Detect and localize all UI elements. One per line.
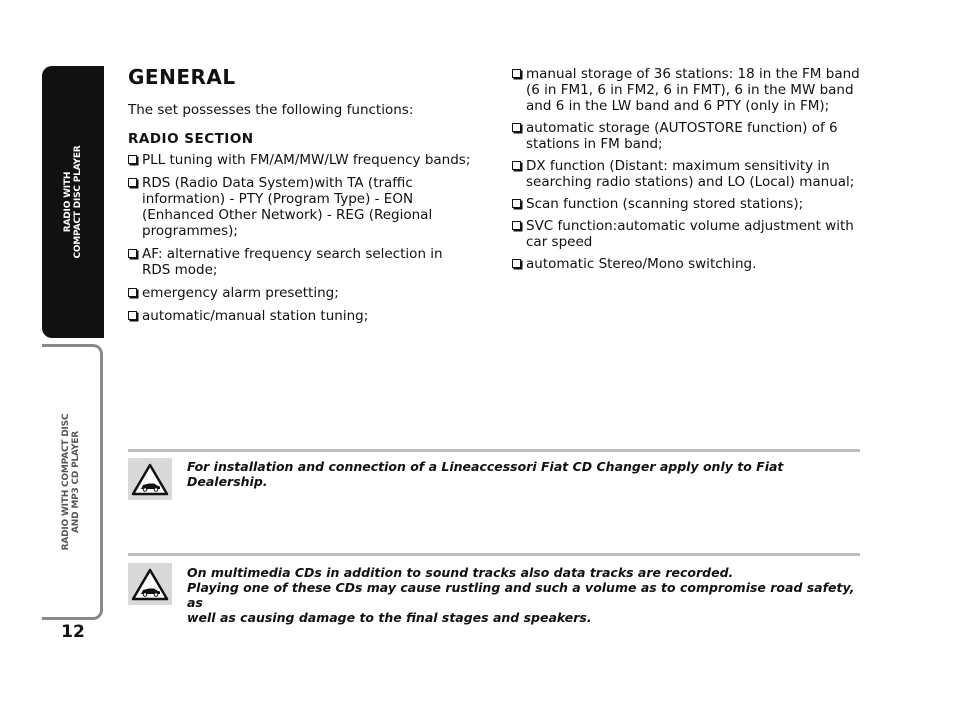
list-item — [512, 256, 862, 272]
page-title: GENERAL — [128, 65, 236, 89]
note-text — [187, 459, 859, 489]
sidebar-tab-label — [63, 145, 83, 258]
checkbox-bullet-icon — [512, 199, 521, 208]
right-column — [512, 66, 862, 278]
list-item-text: DX function (Distant: maximum sensitivity in searching radio stations) and LO (Local) manual; — [526, 158, 855, 190]
page-number: 12 — [61, 622, 85, 642]
checkbox-bullet-icon — [512, 69, 521, 78]
list-item — [512, 66, 862, 114]
list-item-text: AF: alternative frequency search selection in RDS mode; — [142, 246, 443, 278]
warning-car-icon — [128, 563, 172, 605]
sidebar-tab-label-line: RADIO WITH COMPACT DISC — [61, 413, 71, 551]
note-line: well as causing damage to the final stages and speakers. — [187, 610, 592, 625]
list-item — [128, 152, 473, 168]
sidebar-tab-label-line: COMPACT DISC PLAYER — [73, 145, 83, 259]
sidebar-tab-label — [61, 414, 81, 551]
list-item-text: PLL tuning with FM/AM/MW/LW frequency bands; — [142, 152, 471, 168]
checkbox-bullet-icon — [512, 161, 521, 170]
list-item-text: RDS (Radio Data System)with TA (traffic information) - PTY (Program Type) - EON (Enhanced Other Network) - REG (Regional programmes); — [142, 175, 433, 239]
sidebar-tab-radio-cd-mp3-player[interactable] — [42, 344, 103, 620]
section-title: RADIO SECTION — [128, 131, 254, 147]
checkbox-bullet-icon — [512, 259, 521, 268]
list-item-text: manual storage of 36 stations: 18 in the FM band (6 in FM1, 6 in FM2, 6 in FMT), 6 in the MW band and 6 in the LW band and 6 PTY (only in FM); — [526, 66, 860, 114]
list-item-text: automatic/manual station tuning; — [142, 308, 369, 324]
warning-car-icon — [128, 458, 172, 500]
checkbox-bullet-icon — [128, 178, 137, 187]
list-item — [512, 218, 862, 250]
feature-list — [512, 66, 862, 272]
list-item-text: automatic Stereo/Mono switching. — [526, 256, 757, 272]
sidebar-tab-label-line: RADIO WITH — [63, 171, 73, 233]
note-divider — [128, 449, 860, 452]
left-column — [128, 66, 473, 331]
checkbox-bullet-icon — [128, 288, 137, 297]
sidebar-tab-label-line: AND MP3 CD PLAYER — [71, 431, 81, 533]
list-item — [512, 158, 862, 190]
note-divider — [128, 553, 860, 556]
checkbox-bullet-icon — [128, 249, 137, 258]
checkbox-bullet-icon — [512, 221, 521, 230]
intro-text: The set possesses the following functions: — [128, 102, 414, 118]
sidebar-tab-radio-cd-player[interactable] — [42, 66, 104, 338]
list-item — [512, 196, 862, 212]
list-item — [128, 175, 473, 239]
note-line: On multimedia CDs in addition to sound tracks also data tracks are recorded. — [187, 565, 734, 580]
list-item-text: automatic storage (AUTOSTORE function) of 6 stations in FM band; — [526, 120, 838, 152]
checkbox-bullet-icon — [128, 155, 137, 164]
list-item — [128, 308, 473, 324]
note-text — [187, 565, 859, 625]
note-line: For installation and connection of a Lineaccessori Fiat CD Changer apply only to Fiat Dealership. — [187, 459, 784, 489]
list-item — [128, 246, 473, 278]
list-item-text: SVC function:automatic volume adjustment with car speed — [526, 218, 854, 250]
note-line: Playing one of these CDs may cause rustling and such a volume as to compromise road safety, as — [187, 580, 855, 610]
list-item — [128, 285, 473, 301]
list-item-text: emergency alarm presetting; — [142, 285, 339, 301]
list-item — [512, 120, 862, 152]
checkbox-bullet-icon — [128, 311, 137, 320]
feature-list — [128, 152, 473, 324]
checkbox-bullet-icon — [512, 123, 521, 132]
list-item-text: Scan function (scanning stored stations); — [526, 196, 804, 212]
